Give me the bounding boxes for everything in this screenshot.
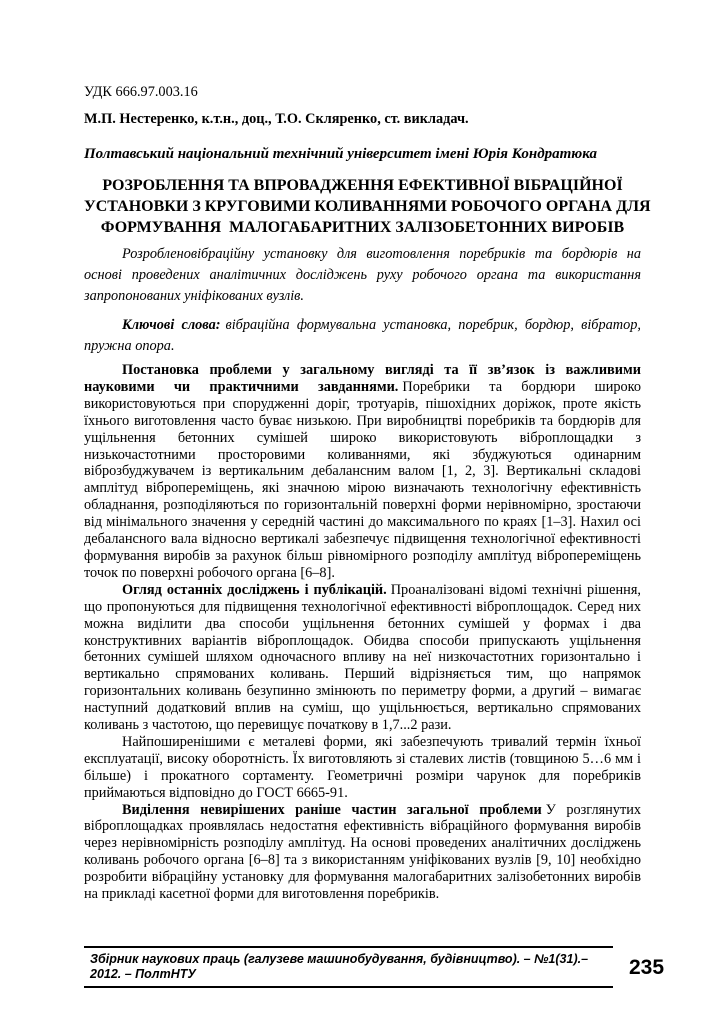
body-paragraph-3 <box>84 734 641 802</box>
paragraph-4-text: У розглянутих віброплощадках проявлялась недостатня ефективність вібраційного формування виробів через нерівномірність розподілу амплітуд. На основі проведених аналітичних досліджень коливань робочого органа [6–8] та з використанням уніфікованих вузлів [9, 10] необхідно розробити вібраційну установку для формування малогабаритних залізобетонних виробів на прикладі касетної форми для виготовлення поребриків. <box>84 801 642 903</box>
article-body <box>84 362 641 903</box>
udc-code: УДК 666.97.003.16 <box>84 84 198 100</box>
footer-journal-bar <box>84 946 613 988</box>
title-line-1: РОЗРОБЛЕННЯ ТА ВПРОВАДЖЕННЯ ЕФЕКТИВНОЇ ВІБРАЦІЙНОЇ <box>102 177 623 194</box>
paragraph-1-text: Поребрики та бордюри широко використовуються при спорудженні доріг, тротуарів, пішохідних доріжок, проте якість їхнього виготовлення часто буває низькою. При виробництві поребриків та бордюрів для ущільнення бетонних сумішей широко використовують віброплощадки з низькочастотними просторовими коливаннями, які збуджуються одинарним віброзбуджувачем із вертикальним дебалансним валом [1, 2, 3]. Вертикальні складові амплітуд вібропереміщень, які значною мірою визначають технологічну ефективність обладнання, розподіляються по горизонтальній поверхні форми нерівномірно, зростаючи від мінімального значення у середній частині до максимального по краях [1–3]. Нахил осі дебалансного вала відносно вертикалі забезпечує підвищення технологічної ефективності формування виробів за рахунок більш рівномірного розподілу амплітуд вібропереміщень точок по поверхні робочого органа [6–8]. <box>84 378 642 581</box>
body-paragraph-2 <box>84 582 641 734</box>
page-footer <box>84 946 684 988</box>
body-paragraph-4 <box>84 802 641 903</box>
abstract-paragraph <box>84 244 641 307</box>
keywords-text: вібраційна формувальна установка, поребрик, бордюр, вібратор, пружна опора. <box>84 317 641 354</box>
affiliation-line: Полтавський національний технічний університет імені Юрія Кондратюка <box>84 146 597 162</box>
body-paragraph-1 <box>84 362 641 582</box>
title-line-3: ФОРМУВАННЯ МАЛОГАБАРИТНИХ ЗАЛІЗОБЕТОННИХ ВИРОБІВ <box>100 219 625 236</box>
keywords-label: Ключові слова: <box>122 317 221 333</box>
page-number: 235 <box>629 955 665 979</box>
page-content <box>84 83 651 903</box>
abstract-text: Розробленовібраційну установку для виготовлення поребриків та бордюрів на основі проведених аналітичних досліджень руху робочого органа та використання запропонованих уніфікованих вузлів. <box>84 246 641 304</box>
paragraph-3-text: Найпоширенішими є металеві форми, які забезпечують тривалий термін їхньої експлуатації, високу оборотність. Їх виготовляють зі сталевих листів (товщиною 5…6 мм і більше) і прокатного сортаменту. Геометричні розміри чарунок для поребриків приймаються відповідно до ГОСТ 6665-91. <box>84 733 641 801</box>
authors-line: М.П. Нестеренко, к.т.н., доц., Т.О. Скляренко, ст. викладач. <box>84 111 469 127</box>
title-line-2: УСТАНОВКИ З КРУГОВИМИ КОЛИВАННЯМИ РОБОЧОГО ОРГАНА ДЛЯ <box>84 198 651 215</box>
keywords-paragraph <box>84 315 641 357</box>
paragraph-2-text: Проаналізовані відомі технічні рішення, що пропонуються для підвищення технологічної ефективності віброплощадок. Серед них можна виділити два способи ущільнення бетонних сумішей у формах і два конструктивних варіантів віброплощадок. Обидва способи припускають ущільнення бетонних сумішей шляхом одночасного впливу на неї низкочастотних горизонтально і вертикально спрямованих коливань. Перший відрізняється тим, що напрямок горизонтальних коливань безупинно змінюють по периметру форми, а другий – вимагає наступний додатковий вплив на суміш, що ущільнюється, вертикально спрямованих коливань з частотою, що перевищує початкову в 1,7...2 рази. <box>84 581 641 734</box>
paragraph-2-heading: Огляд останніх досліджень і публікацій. <box>122 581 387 598</box>
paragraph-4-heading: Виділення невирішених раніше частин загальної проблеми <box>122 801 542 818</box>
footer-journal-line: Збірник наукових праць (галузеве машинобудування, будівництво). – №1(31).– 2012. – ПолтНТУ <box>90 952 589 981</box>
article-title <box>84 175 651 238</box>
paragraph-1-heading: Постановка проблеми у загальному вигляді та її зв’язок із важливими науковими чи практичними завданнями. <box>84 362 641 395</box>
